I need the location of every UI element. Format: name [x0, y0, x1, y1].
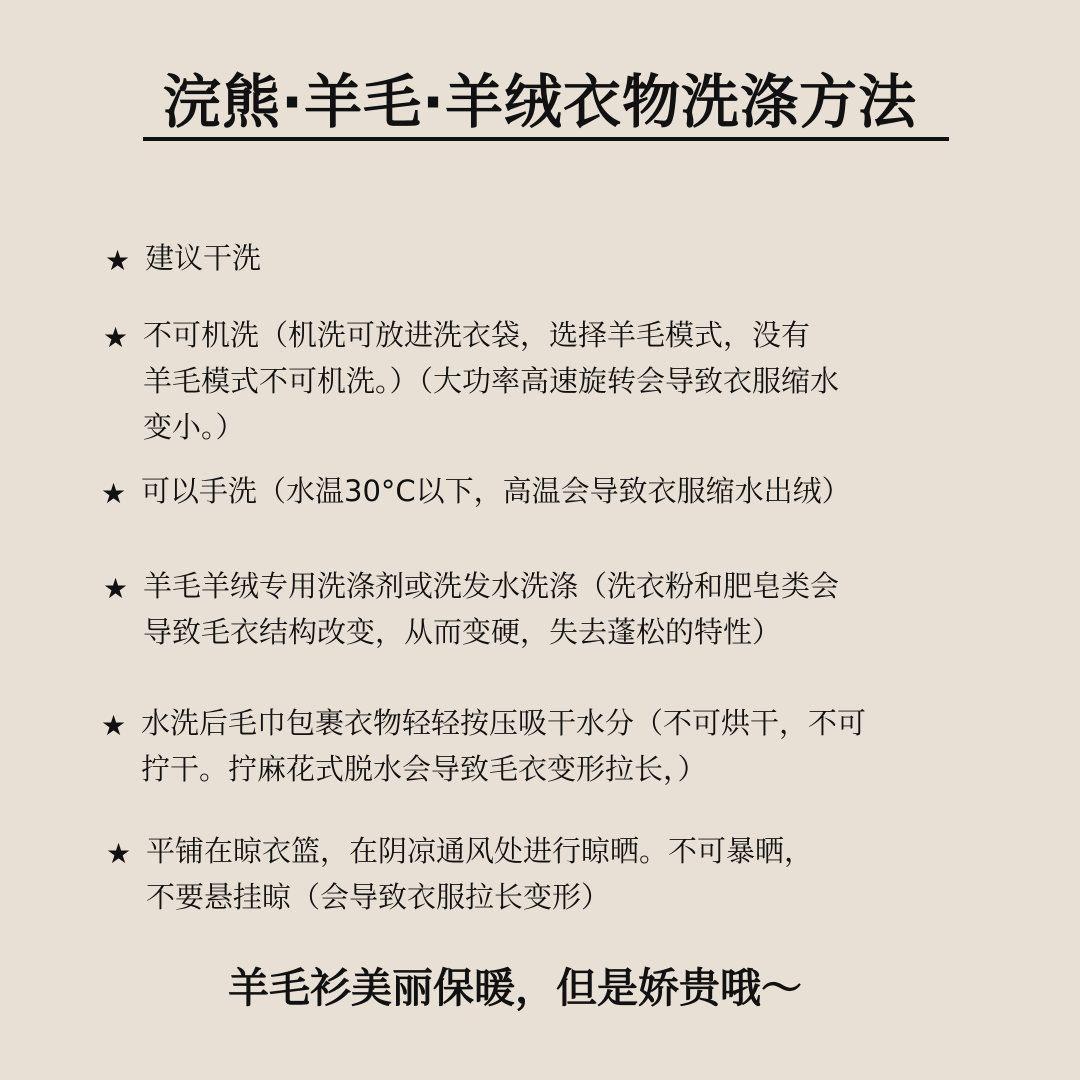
item-line: 变小。）	[143, 410, 245, 444]
star-icon: ★	[106, 837, 132, 870]
star-icon: ★	[103, 321, 129, 354]
item-line: 不可机洗（机洗可放进洗衣袋，选择羊毛模式，没有	[143, 318, 811, 352]
list-item	[103, 563, 839, 655]
item-line: 水洗后毛巾包裹衣物轻轻按压吸干水分（不可烘干，不可	[141, 706, 867, 740]
closing-line: 羊毛衫美丽保暖，但是娇贵哦～	[228, 964, 802, 1012]
title-underline	[143, 137, 949, 141]
item-line: 羊毛羊绒专用洗涤剂或洗发水洗涤（洗衣粉和肥皂类会	[143, 569, 840, 603]
item-line: 导致毛衣结构改变，从而变硬，失去蓬松的特性）	[143, 615, 782, 649]
item-line: 可以手洗（水温30°C以下，高温会导致衣服缩水出绒）	[141, 474, 851, 508]
item-text	[143, 563, 839, 655]
item-line: 羊毛模式不可机洗。）（大功率高速旋转会导致衣服缩水	[143, 364, 840, 398]
item-text	[141, 700, 866, 792]
item-line: 拧干。拧麻花式脱水会导致毛衣变形拉长，）	[141, 752, 707, 786]
star-icon: ★	[103, 572, 129, 605]
star-icon: ★	[101, 477, 127, 510]
item-text	[145, 235, 261, 281]
page-title: 浣熊·羊毛·羊绒衣物洗涤方法	[162, 68, 918, 136]
item-text	[146, 828, 813, 920]
list-item	[103, 312, 839, 450]
item-line: 建议干洗	[145, 241, 262, 275]
item-text	[141, 468, 851, 514]
star-icon: ★	[101, 709, 127, 742]
list-item	[105, 235, 261, 287]
item-text	[143, 312, 839, 450]
star-icon: ★	[105, 244, 131, 277]
item-line: 平铺在晾衣篮，在阴凉通风处进行晾晒。不可暴晒，	[146, 834, 814, 868]
list-item	[106, 828, 813, 920]
item-line: 不要悬挂晾（会导致衣服拉长变形）	[146, 880, 611, 914]
list-item	[101, 468, 851, 520]
list-item	[101, 700, 866, 792]
